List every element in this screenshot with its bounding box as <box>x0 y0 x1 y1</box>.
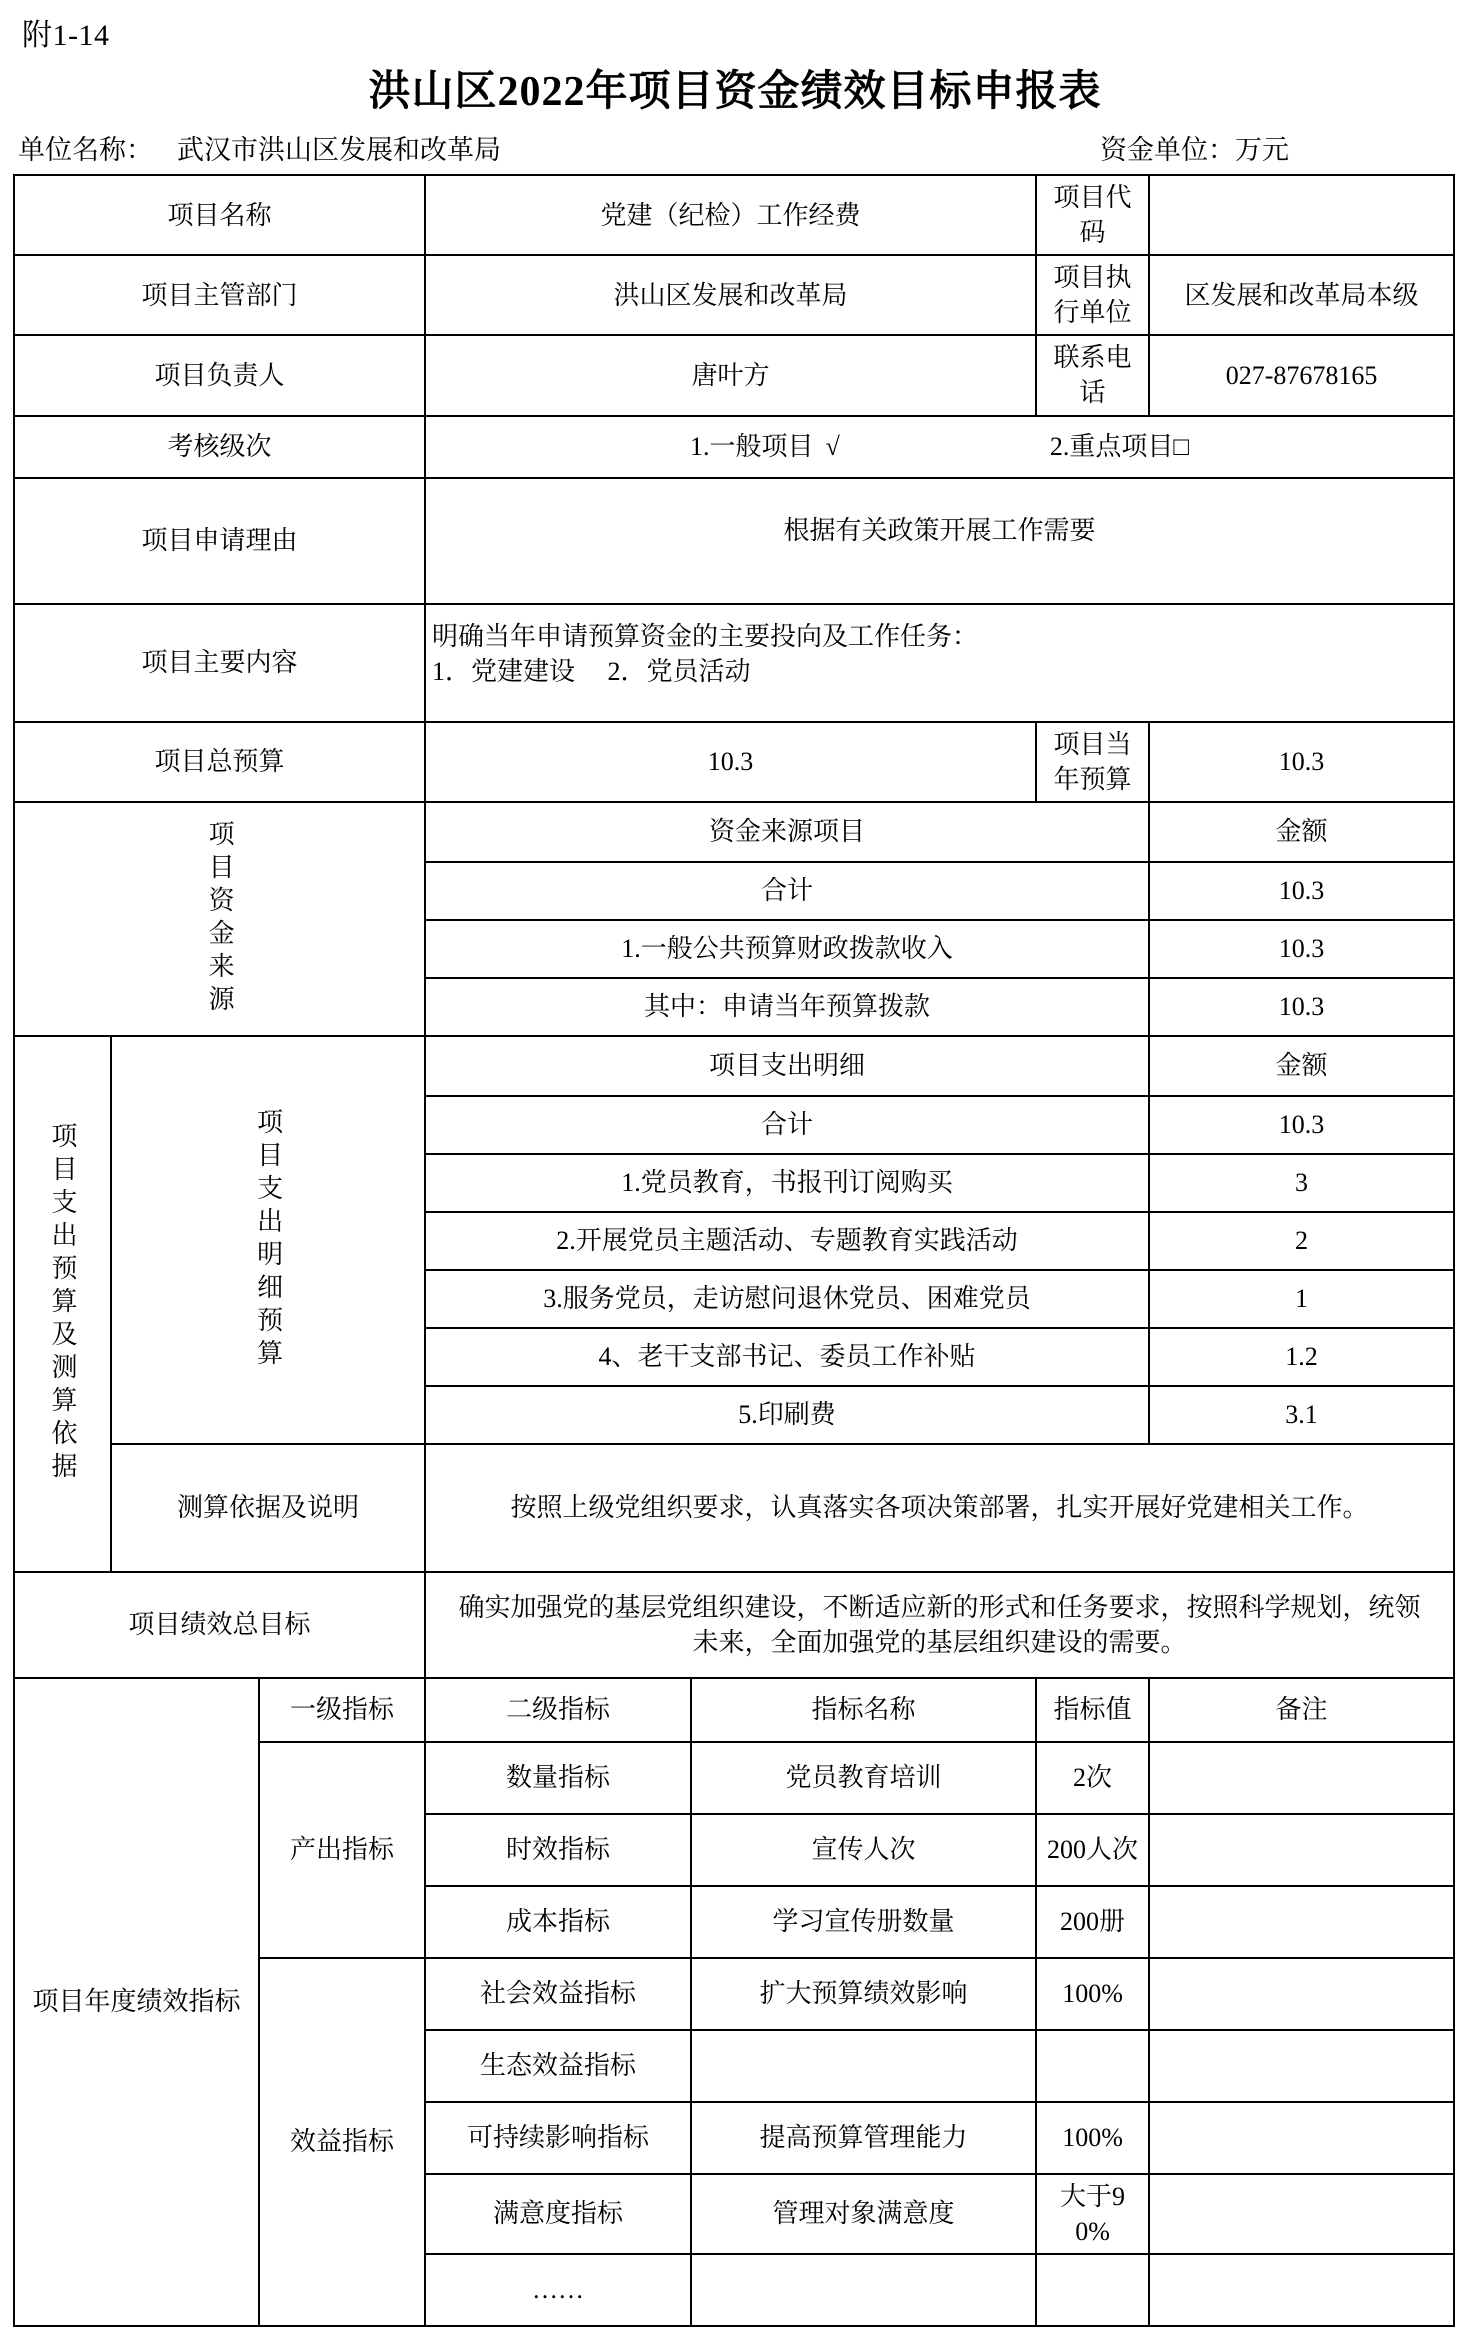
check-mark-icon: √ <box>825 432 840 462</box>
expenditure-col-item: 项目支出明细 <box>425 1036 1149 1096</box>
table-row-department <box>14 255 1454 335</box>
expenditure-outer-label: 项目支出预算及测算依据 <box>14 1036 111 1572</box>
indicator-value: 2次 <box>1036 1742 1149 1814</box>
level2-indicator: …… <box>425 2254 691 2326</box>
col-level2-indicator: 二级指标 <box>425 1678 691 1742</box>
funding-amount: 10.3 <box>1149 978 1454 1036</box>
assessment-level-options <box>425 416 1454 478</box>
attachment-number: 附1-14 <box>22 19 110 52</box>
department-label: 项目主管部门 <box>14 255 425 335</box>
indicator-name <box>691 2030 1036 2102</box>
funding-item: 合计 <box>425 862 1149 920</box>
table-row-indicators-header <box>14 1678 1454 1742</box>
table-row-expenditure-header <box>14 1036 1454 1096</box>
exec-unit-value: 区发展和改革局本级 <box>1149 255 1454 335</box>
indicator-name: 宣传人次 <box>691 1814 1036 1886</box>
indicator-remark <box>1149 1958 1454 2030</box>
owner-label: 项目负责人 <box>14 335 425 415</box>
reason-label: 项目申请理由 <box>14 478 425 604</box>
level2-indicator: 时效指标 <box>425 1814 691 1886</box>
overall-goal-line-2: 未来，全面加强党的基层组织建设的需要。 <box>692 1627 1187 1657</box>
project-code-value <box>1149 175 1454 255</box>
calculation-basis-label-text: 测算依据及说明 <box>177 1493 360 1523</box>
phone-label: 联系电话 <box>1036 335 1149 415</box>
performance-target-table <box>13 174 1455 2327</box>
main-content-label: 项目主要内容 <box>14 604 425 722</box>
level1-output-indicator: 产出指标 <box>259 1742 425 1958</box>
expenditure-item: 合计 <box>425 1096 1149 1154</box>
level2-indicator: 数量指标 <box>425 1742 691 1814</box>
indicator-remark <box>1149 1814 1454 1886</box>
calculation-basis-label <box>111 1444 425 1572</box>
col-indicator-value: 指标值 <box>1036 1678 1149 1742</box>
money-unit-label: 资金单位：万元 <box>1100 135 1289 165</box>
table-row-funding-header <box>14 802 1454 862</box>
overall-goal-line-1: 确实加强党的基层党组织建设，不断适应新的形式和任务要求，按照科学规划，统领 <box>458 1592 1421 1622</box>
unit-name-field <box>18 128 501 167</box>
annual-indicators-label <box>14 1678 259 2326</box>
indicator-value: 200人次 <box>1036 1814 1149 1886</box>
main-content-line-1: 明确当年申请预算资金的主要投向及工作任务： <box>432 621 979 651</box>
expenditure-item: 5.印刷费 <box>425 1386 1149 1444</box>
expenditure-amount: 1.2 <box>1149 1328 1454 1386</box>
indicator-remark <box>1149 1742 1454 1814</box>
page-title: 洪山区2022年项目资金绩效目标申报表 <box>368 69 1102 115</box>
indicator-remark <box>1149 2102 1454 2174</box>
indicator-value: 大于90% <box>1036 2174 1149 2254</box>
expenditure-item: 3.服务党员，走访慰问退休党员、困难党员 <box>425 1270 1149 1328</box>
project-name-label: 项目名称 <box>14 175 425 255</box>
funding-item: 其中：申请当年预算拨款 <box>425 978 1149 1036</box>
indicator-value <box>1036 2254 1149 2326</box>
funding-col-amount: 金额 <box>1149 802 1454 862</box>
reason-value: 根据有关政策开展工作需要 <box>425 478 1454 604</box>
funding-item: 1.一般公共预算财政拨款收入 <box>425 920 1149 978</box>
table-row-project-name <box>14 175 1454 255</box>
level2-indicator: 社会效益指标 <box>425 1958 691 2030</box>
assessment-option-key[interactable]: 2.重点项目□ <box>1049 432 1190 462</box>
indicator-name: 管理对象满意度 <box>691 2174 1036 2254</box>
funding-source-label: 项目资金来源 <box>14 802 425 1036</box>
total-budget-label: 项目总预算 <box>14 722 425 802</box>
table-row-reason <box>14 478 1454 604</box>
indicator-name: 党员教育培训 <box>691 1742 1036 1814</box>
table-row-main-content <box>14 604 1454 722</box>
indicator-name: 提高预算管理能力 <box>691 2102 1036 2174</box>
table-row-assessment-level <box>14 416 1454 478</box>
expenditure-item: 2.开展党员主题活动、专题教育实践活动 <box>425 1212 1149 1270</box>
indicator-name <box>691 2254 1036 2326</box>
expenditure-item: 4、老干支部书记、委员工作补贴 <box>425 1328 1149 1386</box>
project-code-label: 项目代码 <box>1036 175 1149 255</box>
assessment-option-general[interactable]: 1.一般项目 <box>690 432 814 462</box>
funding-col-item: 资金来源项目 <box>425 802 1149 862</box>
year-budget-value: 10.3 <box>1149 722 1454 802</box>
indicator-value <box>1036 2030 1149 2102</box>
col-level1-indicator: 一级指标 <box>259 1678 425 1742</box>
main-content-value <box>425 604 1454 722</box>
table-row-budget <box>14 722 1454 802</box>
exec-unit-label: 项目执行单位 <box>1036 255 1149 335</box>
project-name-value: 党建（纪检）工作经费 <box>425 175 1036 255</box>
overall-goal-value <box>425 1572 1454 1678</box>
expenditure-amount: 3 <box>1149 1154 1454 1212</box>
indicator-remark <box>1149 2030 1454 2102</box>
indicator-value: 100% <box>1036 2102 1149 2174</box>
year-budget-label: 项目当年预算 <box>1036 722 1149 802</box>
level2-indicator: 生态效益指标 <box>425 2030 691 2102</box>
calculation-basis-value: 按照上级党组织要求，认真落实各项决策部署，扎实开展好党建相关工作。 <box>425 1444 1454 1572</box>
total-budget-value: 10.3 <box>425 722 1036 802</box>
expenditure-amount: 2 <box>1149 1212 1454 1270</box>
table-row-overall-goal <box>14 1572 1454 1678</box>
indicator-remark <box>1149 2254 1454 2326</box>
funding-amount: 10.3 <box>1149 862 1454 920</box>
table-row-owner <box>14 335 1454 415</box>
owner-value: 唐叶方 <box>425 335 1036 415</box>
expenditure-amount: 10.3 <box>1149 1096 1454 1154</box>
expenditure-col-amount: 金额 <box>1149 1036 1454 1096</box>
level2-indicator: 满意度指标 <box>425 2174 691 2254</box>
level2-indicator: 可持续影响指标 <box>425 2102 691 2174</box>
unit-name-value: 武汉市洪山区发展和改革局 <box>177 135 501 165</box>
annual-indicators-label-text: 项目年度绩效指标 <box>32 1987 241 2017</box>
indicator-value: 200册 <box>1036 1886 1149 1958</box>
main-content-line-2: 1．党建建设 2．党员活动 <box>432 656 751 686</box>
indicator-remark <box>1149 1886 1454 1958</box>
col-indicator-name: 指标名称 <box>691 1678 1036 1742</box>
expenditure-amount: 1 <box>1149 1270 1454 1328</box>
table-row-calculation-basis <box>14 1444 1454 1572</box>
assessment-level-label: 考核级次 <box>14 416 425 478</box>
document-meta <box>0 128 1470 164</box>
indicator-remark <box>1149 2174 1454 2254</box>
funding-amount: 10.3 <box>1149 920 1454 978</box>
col-remark: 备注 <box>1149 1678 1454 1742</box>
unit-name-label: 单位名称： <box>18 135 153 165</box>
department-value: 洪山区发展和改革局 <box>425 255 1036 335</box>
indicator-value: 100% <box>1036 1958 1149 2030</box>
expenditure-amount: 3.1 <box>1149 1386 1454 1444</box>
phone-value: 027-87678165 <box>1149 335 1454 415</box>
level2-indicator: 成本指标 <box>425 1886 691 1958</box>
level1-benefit-indicator: 效益指标 <box>259 1958 425 2326</box>
overall-goal-label: 项目绩效总目标 <box>14 1572 425 1678</box>
indicator-name: 扩大预算绩效影响 <box>691 1958 1036 2030</box>
indicator-name: 学习宣传册数量 <box>691 1886 1036 1958</box>
expenditure-item: 1.党员教育，书报刊订阅购买 <box>425 1154 1149 1212</box>
expenditure-inner-label: 项目支出明细预算 <box>111 1036 425 1444</box>
